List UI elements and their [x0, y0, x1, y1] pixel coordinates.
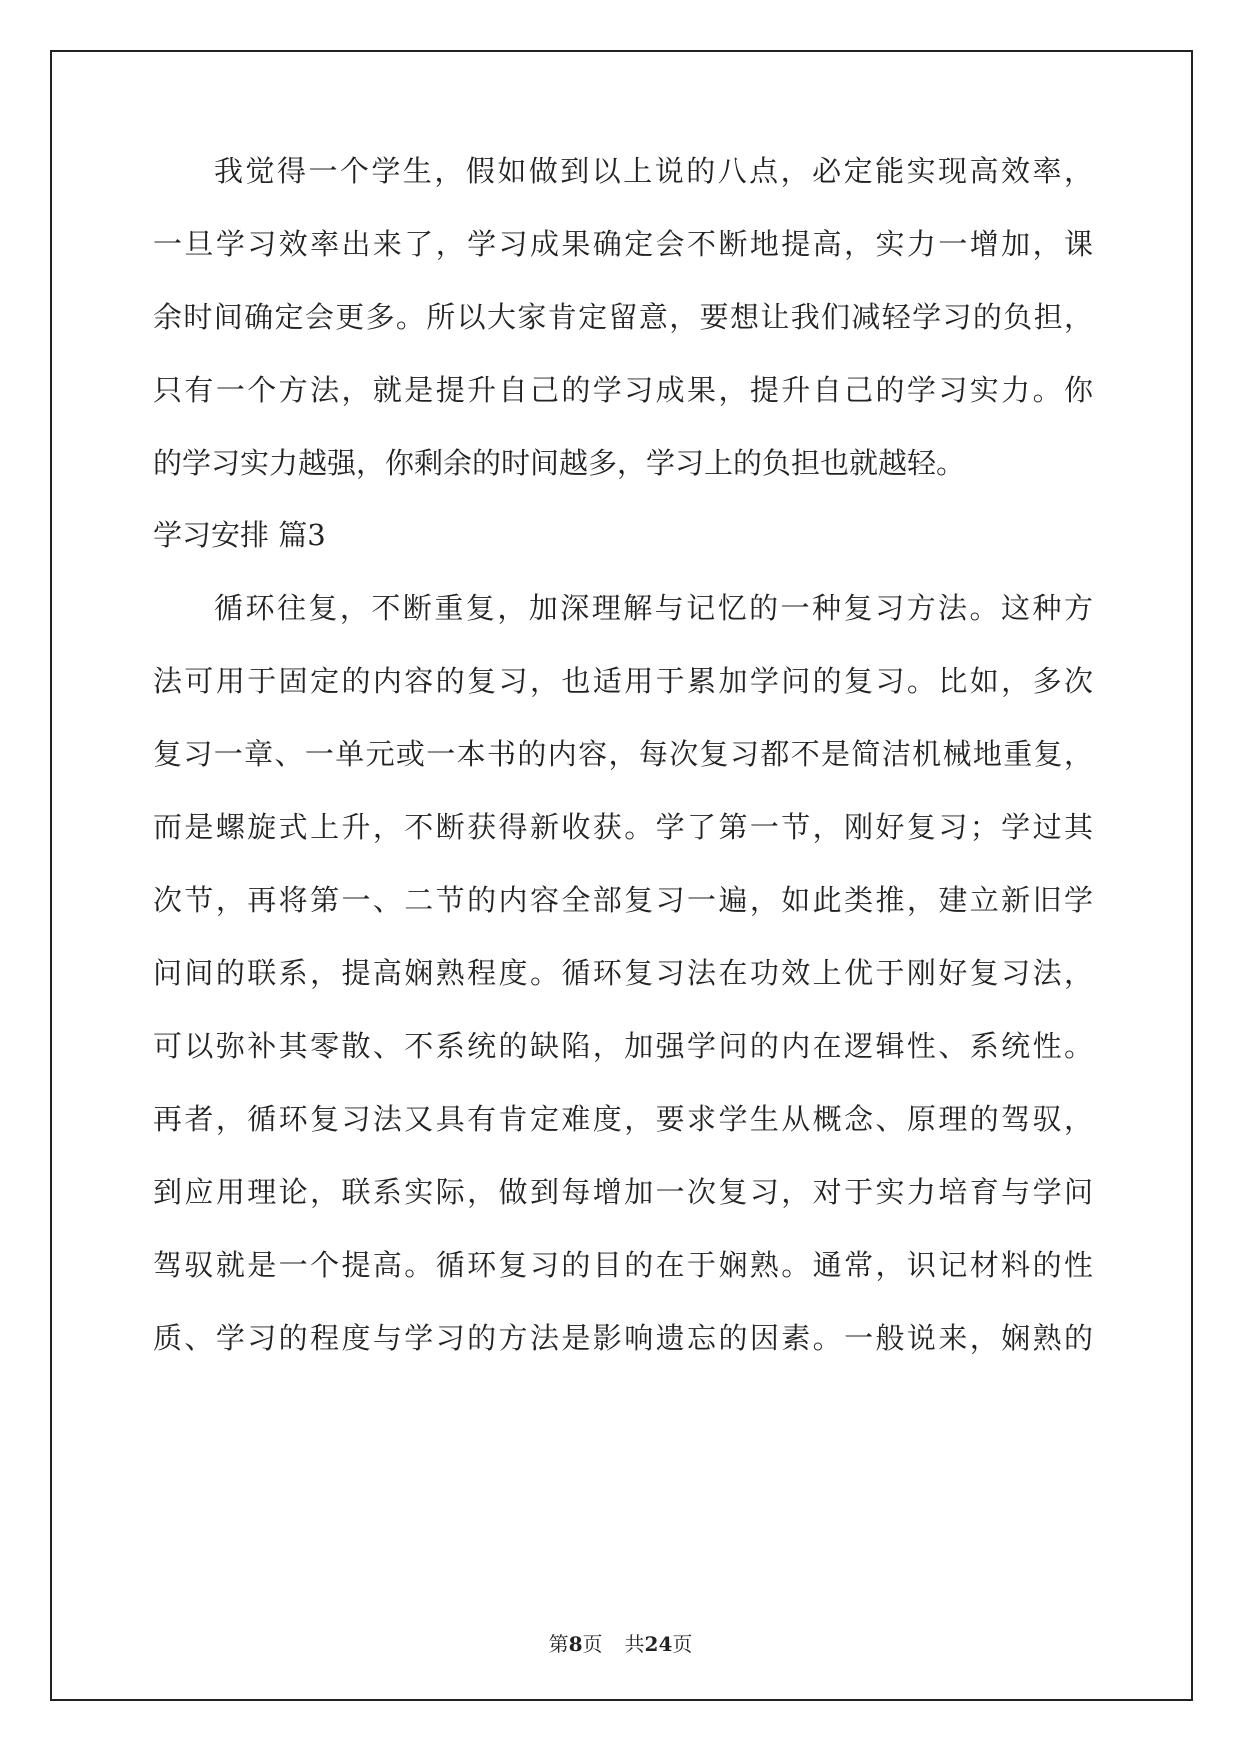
text-line: 质、学习的程度与学习的方法是影响遗忘的因素。一般说来，娴熟的 [153, 1321, 1093, 1355]
text-line: 只有一个方法，就是提升自己的学习成果，提升自己的学习实力。你 [153, 373, 1093, 407]
total-pages: 24 [644, 1632, 673, 1656]
text-line: 一旦学习效率出来了，学习成果确定会不断地提高，实力一增加，课 [153, 227, 1093, 261]
page-prefix: 第 [548, 1632, 569, 1656]
text-line: 到应用理论，联系实际，做到每增加一次复习，对于实力培育与学问 [153, 1175, 1093, 1209]
text-line: 可以弥补其零散、不系统的缺陷，加强学问的内在逻辑性、系统性。 [153, 1029, 1093, 1063]
text-line: 复习一章、一单元或一本书的内容，每次复习都不是简洁机械地重复， [153, 737, 1093, 771]
text-line: 循环往复，不断重复，加深理解与记忆的一种复习方法。这种方 [214, 591, 1093, 625]
text-line: 再者，循环复习法又具有肯定难度，要求学生从概念、原理的驾驭， [153, 1102, 1093, 1136]
page-number: 8 [568, 1632, 583, 1656]
text-line: 驾驭就是一个提高。循环复习的目的在于娴熟。通常，识记材料的性 [153, 1248, 1093, 1282]
text-line: 法可用于固定的内容的复习，也适用于累加学问的复习。比如，多次 [153, 664, 1093, 698]
text-line: 次节，再将第一、二节的内容全部复习一遍，如此类推，建立新旧学 [153, 883, 1093, 917]
text-line: 的学习实力越强，你剩余的时间越多，学习上的负担也就越轻。 [153, 446, 966, 480]
total-prefix: 共 [624, 1632, 645, 1656]
page-footer [0, 1628, 1241, 1657]
text-line: 我觉得一个学生，假如做到以上说的八点，必定能实现高效率， [214, 154, 1093, 188]
text-line: 余时间确定会更多。所以大家肯定留意，要想让我们减轻学习的负担， [153, 300, 1093, 334]
page-suffix: 页 [582, 1632, 603, 1656]
text-line: 而是螺旋式上升，不断获得新收获。学了第一节，刚好复习；学过其 [153, 810, 1093, 844]
text-line: 问间的联系，提高娴熟程度。循环复习法在功效上优于刚好复习法， [153, 956, 1093, 990]
total-suffix: 页 [672, 1632, 693, 1656]
section-heading: 学习安排 篇3 [153, 518, 326, 552]
